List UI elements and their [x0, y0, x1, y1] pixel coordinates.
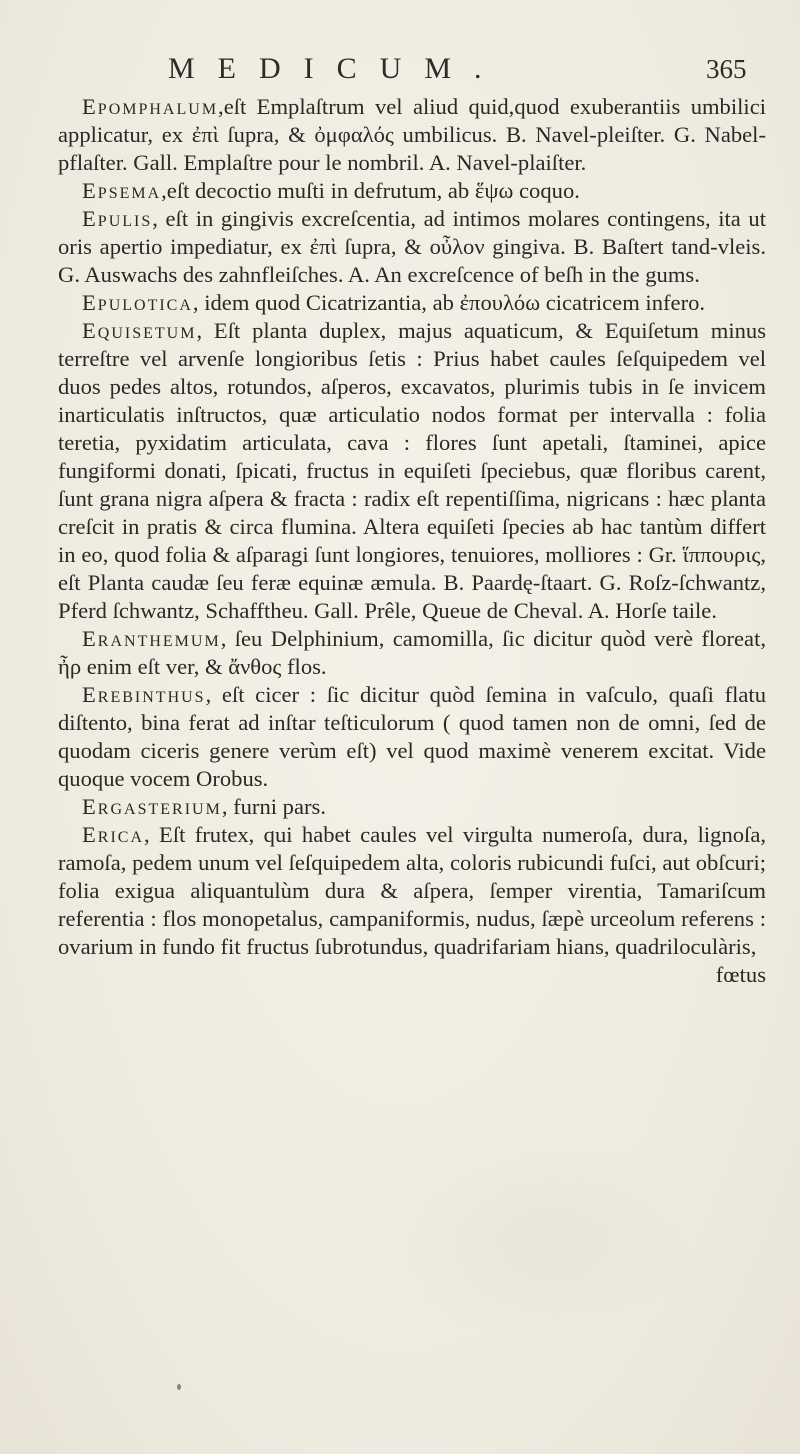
entry-text: , ſeu Delphinium, camomilla, ſic dicitur quòd verè floreat, ἦρ enim eſt ver, & ἄνθος flos. — [58, 626, 766, 679]
entry-text: ,eſt decoctio muſti in defrutum, ab ἕψω coquo. — [161, 178, 580, 203]
entry-headword: Epulis — [82, 206, 153, 231]
entry-ergasterium — [58, 793, 766, 821]
entry-epulis — [58, 205, 766, 289]
entry-epsema — [58, 177, 766, 205]
entry-text: , Eſt planta duplex, majus aquaticum, & Equiſetum minus terreſtre vel arvenſe longioribus ſetis : Prius habet caules ſeſquipedem vel duos pedes altos, rotundos, aſperos, excavatos, plurimis tubis in ſe invicem inarticulatis inſtructos, quæ articulatio nodos format per intervalla : folia teretia, pyxidatim articulata, cava : flores ſunt apetali, ſtaminei, apice fungiformi donati, ſpicati, fructus in equiſeti ſpeciebus, quæ floribus carent, ſunt grana nigra aſpera & fracta : radix eſt repentiſſima, nigricans : hæc planta creſcit in pratis & circa flumina. Altera equiſeti ſpecies ab hac tantùm differt in eo, quod folia & aſparagi ſunt longiores, tenuiores, molliores : Gr. ἵππουρις, eſt Planta caudæ ſeu feræ equinæ æmula. B. Paardę-ſtaart. G. Roſz-ſchwantz, Pferd ſchwantz, Schafftheu. Gall. Prêle, Queue de Cheval. A. Horſe taile. — [58, 318, 766, 623]
entry-text: , eſt cicer : ſic dicitur quòd ſemina in vaſculo, quaſi flatu diſtento, bina ferat ad inſtar teſticulorum ( quod tamen non de omni, ſed de quodam ciceris genere verùm eſt) vel quod maximè venerem excitat. Vide quoque vocem Orobus. — [58, 682, 766, 791]
entry-headword: Equisetum — [82, 318, 197, 343]
entry-text: , eſt in gingivis excreſcentia, ad intimos molares contingens, ita ut oris apertio impediatur, ex ἐπὶ ſupra, & οὖλον gingiva. B. Baſtert tand-vleis. G. Auswachs des zahnfleiſches. A. An excreſcence of beſh in the gums. — [58, 206, 766, 287]
entry-headword: Ergasterium — [82, 794, 222, 819]
catchword: fœtus — [715, 962, 766, 987]
paper-stain — [394, 1140, 694, 1340]
entry-text: , Eſt frutex, qui habet caules vel virgulta numeroſa, dura, lignoſa, ramoſa, pedem unum vel ſeſquipedem alta, coloris rubicundi fuſci, aut obſcuri; folia exigua aliquantulùm dura & aſpera, ſemper virentia, Tamariſcum referentia : flos monopetalus, campaniformis, nudus, ſæpè urceolum referens : ovarium in fundo fit fructus ſubrotundus, quadrifariam hians, quadriloculàris, — [58, 822, 766, 959]
ink-speck — [177, 1384, 181, 1390]
entry-headword: Erebinthus — [82, 682, 206, 707]
page-number: 365 — [706, 54, 747, 84]
entry-erebinthus — [58, 681, 766, 793]
entry-erica — [58, 821, 766, 961]
entry-text: , furni pars. — [221, 794, 326, 819]
entry-equisetum — [58, 317, 766, 625]
entry-epomphalum — [58, 93, 766, 177]
entry-text: ,eſt Emplaſtrum vel aliud quid,quod exuberantiis umbilici applicatur, ex ἐπὶ ſupra, & ὀμφαλός umbilicus. B. Navel-pleiſter. G. Nabel-pflaſter. Gall. Emplaſtre pour le nombril. A. Navel-plaiſter. — [58, 94, 766, 175]
entry-headword: Epulotica — [82, 290, 193, 315]
entry-eranthemum — [58, 625, 766, 681]
entry-headword: Epsema — [82, 178, 162, 203]
dictionary-text — [58, 93, 766, 989]
entry-headword: Eranthemum — [82, 626, 221, 651]
page-header — [0, 52, 800, 92]
entry-headword: Epomphalum — [82, 94, 219, 119]
entry-text: , idem quod Cicatrizantia, ab ἐπουλόω cicatricem infero. — [192, 290, 706, 315]
entry-epulotica — [58, 289, 766, 317]
running-head: MEDICUM. — [168, 52, 505, 85]
entry-headword: Erica — [82, 822, 145, 847]
